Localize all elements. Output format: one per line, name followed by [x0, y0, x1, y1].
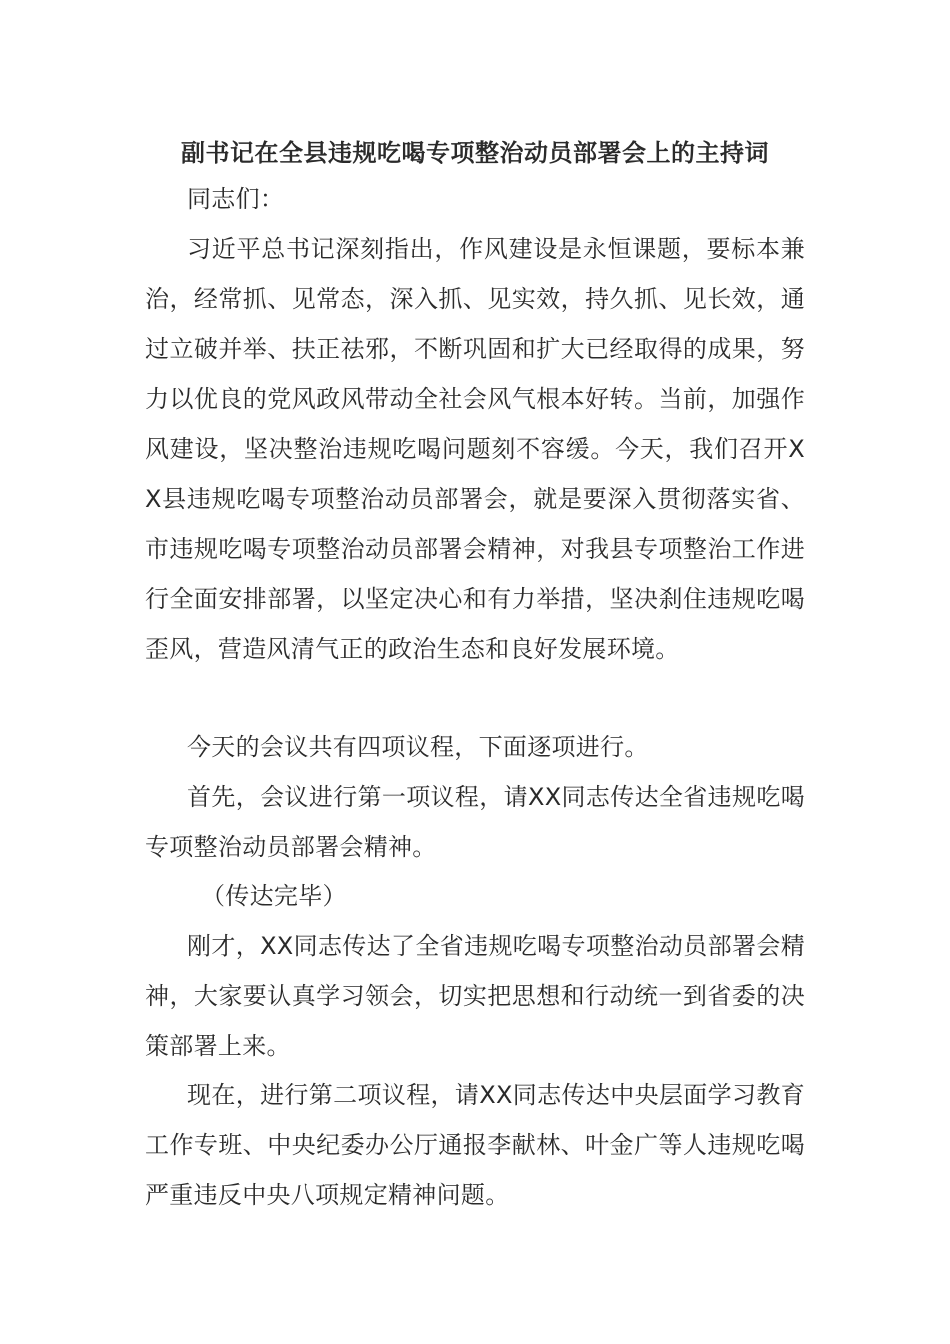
stage-note-paragraph: （传达完毕）	[201, 882, 347, 910]
salutation-paragraph: 同志们：	[187, 185, 285, 213]
summary-paragraph: 刚才，XX同志传达了全省违规吃喝专项整治动员部署会精神，大家要认真学习领会，切实把思想和行动统一到省委的决策部署上来。	[145, 932, 805, 1060]
opening-paragraph: 习近平总书记深刻指出，作风建设是永恒课题，要标本兼治，经常抓、见常态，深入抓、见实效，持久抓、见长效，通过立破并举、扶正祛邪，不断巩固和扩大已经取得的成果，努力以优良的党风政风带动全社会风气根本好转。当前，加强作风建设，坚决整治违规吃喝问题刻不容缓。今天，我们召开XX县违规吃喝专项整治动员部署会，就是要深入贯彻落实省、市违规吃喝专项整治动员部署会精神，对我县专项整治工作进行全面安排部署，以坚定决心和有力举措，坚决刹住违规吃喝歪风，营造风清气正的政治生态和良好发展环境。	[145, 235, 805, 663]
agenda-item-2-paragraph: 现在，进行第二项议程，请XX同志传达中央层面学习教育工作专班、中央纪委办公厅通报李献林、叶金广等人违规吃喝严重违反中央八项规定精神问题。	[145, 1081, 805, 1209]
document-title: 副书记在全县违规吃喝专项整治动员部署会上的主持词	[181, 139, 769, 167]
agenda-intro-paragraph: 今天的会议共有四项议程，下面逐项进行。	[187, 733, 649, 761]
agenda-item-1-paragraph: 首先，会议进行第一项议程，请XX同志传达全省违规吃喝专项整治动员部署会精神。	[145, 783, 805, 861]
